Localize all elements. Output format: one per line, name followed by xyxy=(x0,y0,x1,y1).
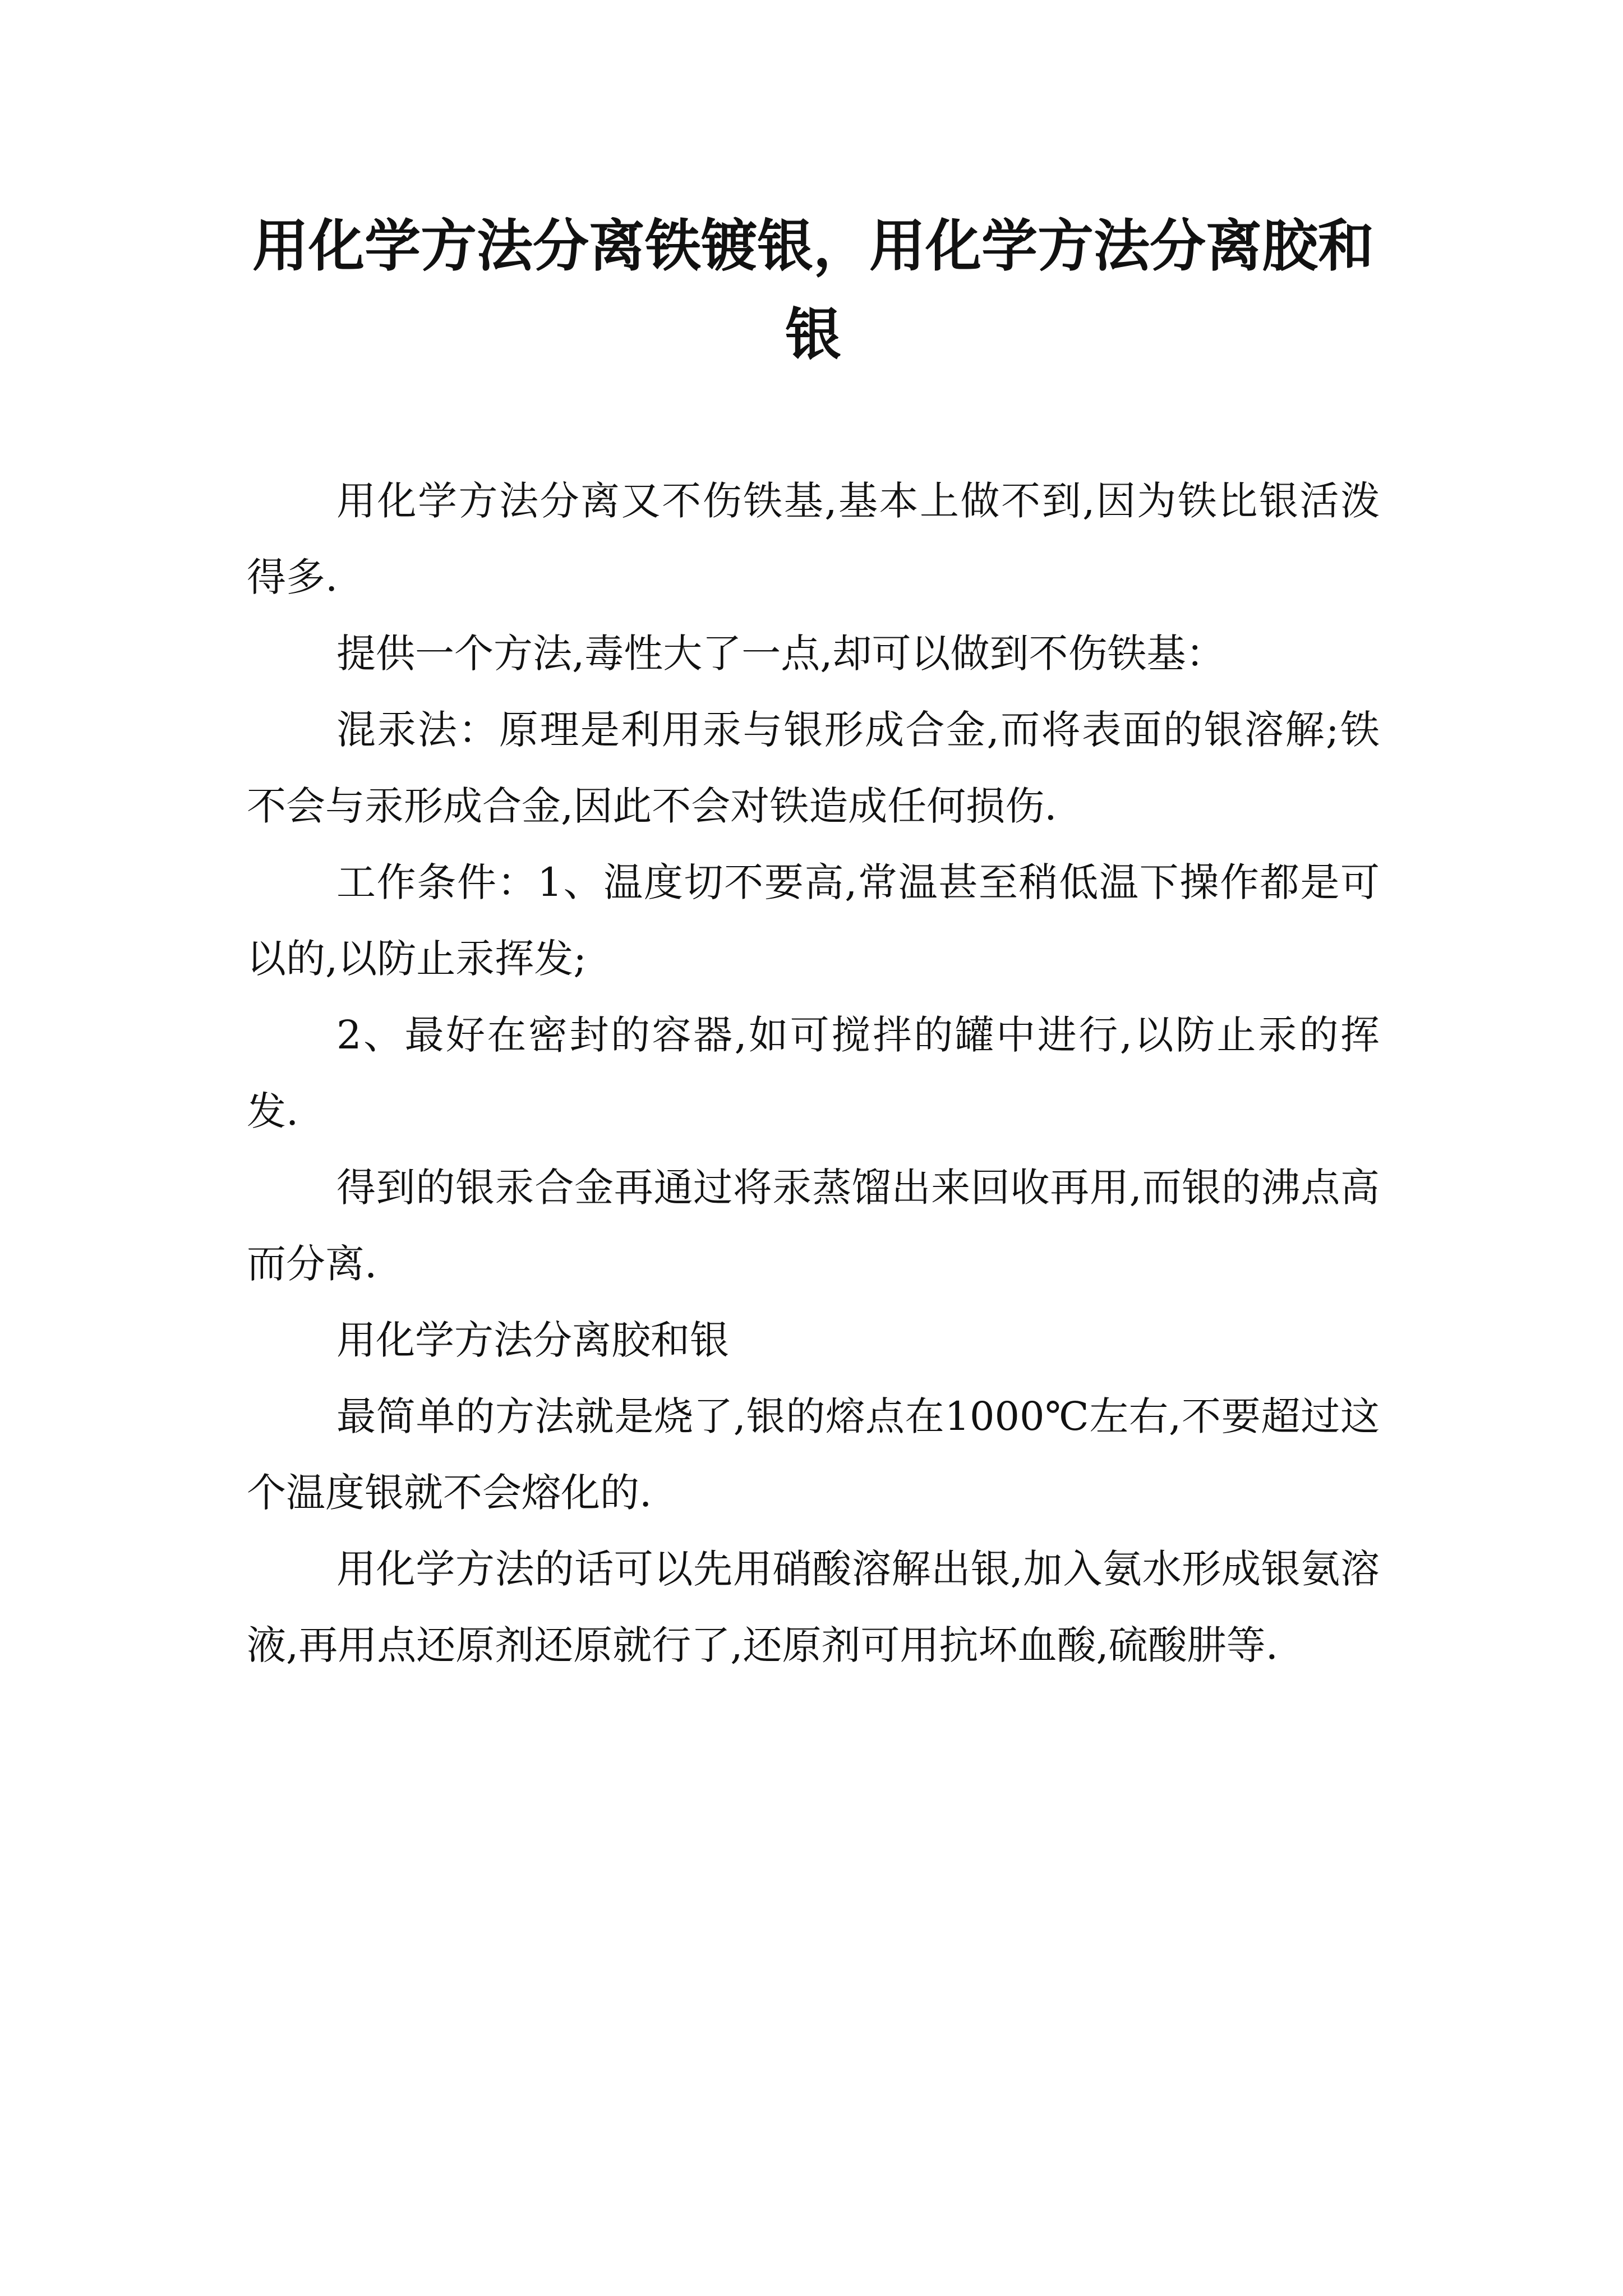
paragraph: 用化学方法的话可以先用硝酸溶解出银,加入氨水形成银氨溶液,再用点还原剂还原就行了,还原剂可用抗坏血酸,硫酸肼等. xyxy=(247,1546,1380,1668)
document-title: 用化学方法分离铁镀银，用化学方法分离胶和银 xyxy=(252,213,1374,367)
section-heading: 用化学方法分离胶和银 xyxy=(336,1317,729,1363)
paragraph: 工作条件：1、温度切不要高,常温甚至稍低温下操作都是可以的,以防止汞挥发; xyxy=(247,859,1380,982)
paragraph: 最简单的方法就是烧了,银的熔点在1000℃左右,不要超过这个温度银就不会熔化的. xyxy=(247,1393,1380,1516)
paragraph: 2、最好在密封的容器,如可搅拌的罐中进行,以防止汞的挥发. xyxy=(247,1012,1380,1134)
paragraph: 得到的银汞合金再通过将汞蒸馏出来回收再用,而银的沸点高而分离. xyxy=(247,1165,1380,1287)
paragraph: 提供一个方法,毒性大了一点,却可以做到不伤铁基： xyxy=(336,631,1225,677)
paragraph: 用化学方法分离又不伤铁基,基本上做不到,因为铁比银活泼得多. xyxy=(247,478,1380,600)
paragraph: 混汞法：原理是利用汞与银形成合金,而将表面的银溶解;铁不会与汞形成合金,因此不会对铁造成任何损伤. xyxy=(247,707,1380,829)
document-body xyxy=(247,463,1380,1683)
